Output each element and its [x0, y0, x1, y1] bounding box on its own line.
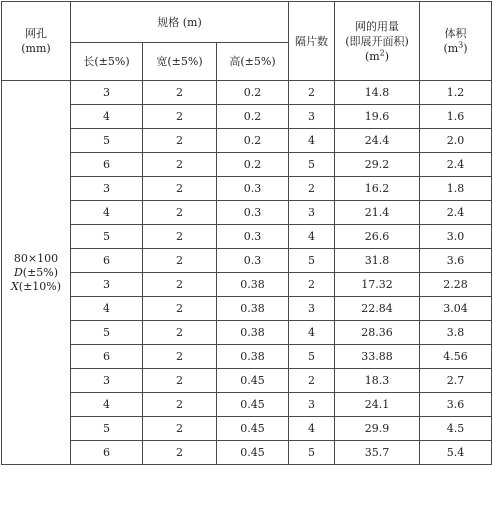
mesh-d-tol: (±5%) [22, 265, 59, 279]
cell-partitions: 5 [289, 153, 335, 177]
cell-width: 2 [143, 273, 217, 297]
table-row [2, 345, 492, 369]
cell-length: 3 [71, 177, 143, 201]
cell-volume: 2.4 [420, 153, 492, 177]
cell-partitions: 5 [289, 441, 335, 465]
cell-area: 18.3 [335, 369, 420, 393]
cell-length: 3 [71, 273, 143, 297]
cell-area: 33.88 [335, 345, 420, 369]
cell-area: 28.36 [335, 321, 420, 345]
cell-length: 6 [71, 153, 143, 177]
volume-header [420, 2, 492, 81]
cell-width: 2 [143, 249, 217, 273]
cell-partitions: 2 [289, 81, 335, 105]
area-header-line1: 网的用量 [355, 19, 399, 33]
cell-area: 14.8 [335, 81, 420, 105]
cell-partitions: 2 [289, 273, 335, 297]
cell-width: 2 [143, 417, 217, 441]
cell-height: 0.38 [217, 297, 289, 321]
cell-length: 6 [71, 345, 143, 369]
cell-volume: 4.56 [420, 345, 492, 369]
cell-partitions: 2 [289, 177, 335, 201]
cell-volume: 3.6 [420, 393, 492, 417]
cell-partitions: 5 [289, 345, 335, 369]
cell-volume: 3.8 [420, 321, 492, 345]
cell-width: 2 [143, 345, 217, 369]
cell-volume: 2.4 [420, 201, 492, 225]
table-row [2, 153, 492, 177]
table-row [2, 201, 492, 225]
cell-length: 6 [71, 249, 143, 273]
mesh-header-unit: (mm) [21, 42, 51, 55]
area-header-line2: (即展开面积) [345, 34, 409, 48]
mesh-header-label: 网孔 [25, 27, 47, 40]
cell-width: 2 [143, 441, 217, 465]
cell-length: 4 [71, 393, 143, 417]
cell-area: 35.7 [335, 441, 420, 465]
cell-partitions: 2 [289, 369, 335, 393]
cell-area: 19.6 [335, 105, 420, 129]
cell-height: 0.3 [217, 249, 289, 273]
cell-area: 29.9 [335, 417, 420, 441]
cell-length: 5 [71, 417, 143, 441]
cell-partitions: 3 [289, 201, 335, 225]
cell-height: 0.3 [217, 225, 289, 249]
table-row [2, 393, 492, 417]
cell-length: 5 [71, 321, 143, 345]
cell-volume: 3.0 [420, 225, 492, 249]
cell-volume: 1.8 [420, 177, 492, 201]
cell-volume: 3.6 [420, 249, 492, 273]
cell-height: 0.45 [217, 417, 289, 441]
area-unit-exponent: 2 [379, 47, 385, 57]
cell-width: 2 [143, 129, 217, 153]
cell-area: 31.8 [335, 249, 420, 273]
cell-height: 0.45 [217, 393, 289, 417]
cell-area: 22.84 [335, 297, 420, 321]
cell-length: 4 [71, 297, 143, 321]
table-row [2, 297, 492, 321]
cell-volume: 1.6 [420, 105, 492, 129]
partitions-header: 隔片数 [289, 2, 335, 81]
table-row [2, 81, 492, 105]
mesh-x-tol: (±10%) [18, 279, 62, 293]
cell-height: 0.2 [217, 105, 289, 129]
table-row [2, 369, 492, 393]
net-specification-table [1, 1, 492, 465]
cell-partitions: 4 [289, 225, 335, 249]
cell-area: 26.6 [335, 225, 420, 249]
cell-width: 2 [143, 105, 217, 129]
area-header [335, 2, 420, 81]
cell-volume: 3.04 [420, 297, 492, 321]
cell-height: 0.3 [217, 177, 289, 201]
cell-partitions: 4 [289, 321, 335, 345]
width-header: 宽(±5%) [143, 43, 217, 81]
mesh-size: 80×100 [13, 251, 59, 265]
area-unit-base: (m [364, 49, 380, 63]
area-header-unit [364, 47, 390, 63]
cell-length: 5 [71, 129, 143, 153]
table-row [2, 105, 492, 129]
area-unit-close: ) [384, 49, 390, 63]
cell-area: 21.4 [335, 201, 420, 225]
cell-partitions: 4 [289, 417, 335, 441]
volume-unit-exponent: 3 [458, 40, 464, 50]
cell-height: 0.2 [217, 81, 289, 105]
table-row [2, 249, 492, 273]
cell-height: 0.45 [217, 441, 289, 465]
cell-length: 6 [71, 441, 143, 465]
cell-partitions: 3 [289, 297, 335, 321]
volume-unit-base: (m [443, 42, 459, 55]
cell-area: 17.32 [335, 273, 420, 297]
spec-header: 规格 (m) [71, 2, 289, 43]
mesh-x-var: X [10, 279, 19, 293]
table-row [2, 129, 492, 153]
cell-height: 0.2 [217, 153, 289, 177]
table-row [2, 273, 492, 297]
mesh-d-tolerance [2, 266, 70, 280]
cell-partitions: 4 [289, 129, 335, 153]
table-row [2, 321, 492, 345]
cell-width: 2 [143, 153, 217, 177]
cell-height: 0.2 [217, 129, 289, 153]
cell-area: 16.2 [335, 177, 420, 201]
cell-partitions: 3 [289, 393, 335, 417]
cell-volume: 2.28 [420, 273, 492, 297]
cell-width: 2 [143, 369, 217, 393]
cell-length: 5 [71, 225, 143, 249]
cell-width: 2 [143, 81, 217, 105]
cell-partitions: 5 [289, 249, 335, 273]
cell-volume: 4.5 [420, 417, 492, 441]
volume-header-label: 体积 [444, 27, 467, 40]
cell-volume: 1.2 [420, 81, 492, 105]
table-row [2, 417, 492, 441]
cell-volume: 2.0 [420, 129, 492, 153]
cell-volume: 2.7 [420, 369, 492, 393]
length-header: 长(±5%) [71, 43, 143, 81]
cell-height: 0.38 [217, 321, 289, 345]
cell-height: 0.45 [217, 369, 289, 393]
mesh-header [2, 2, 71, 81]
volume-header-unit [443, 42, 467, 55]
cell-area: 24.1 [335, 393, 420, 417]
mesh-d-var: D [13, 265, 23, 279]
table-row [2, 177, 492, 201]
cell-area: 29.2 [335, 153, 420, 177]
cell-width: 2 [143, 225, 217, 249]
cell-length: 3 [71, 81, 143, 105]
cell-length: 4 [71, 201, 143, 225]
table-row [2, 225, 492, 249]
volume-unit-close: ) [463, 42, 468, 55]
cell-width: 2 [143, 177, 217, 201]
mesh-spec-cell [2, 81, 71, 465]
cell-height: 0.38 [217, 345, 289, 369]
cell-length: 3 [71, 369, 143, 393]
cell-area: 24.4 [335, 129, 420, 153]
cell-width: 2 [143, 393, 217, 417]
mesh-x-tolerance [2, 280, 70, 294]
cell-width: 2 [143, 297, 217, 321]
cell-volume: 5.4 [420, 441, 492, 465]
height-header: 高(±5%) [217, 43, 289, 81]
cell-width: 2 [143, 321, 217, 345]
cell-height: 0.38 [217, 273, 289, 297]
cell-width: 2 [143, 201, 217, 225]
cell-partitions: 3 [289, 105, 335, 129]
table-row [2, 441, 492, 465]
cell-height: 0.3 [217, 201, 289, 225]
cell-length: 4 [71, 105, 143, 129]
